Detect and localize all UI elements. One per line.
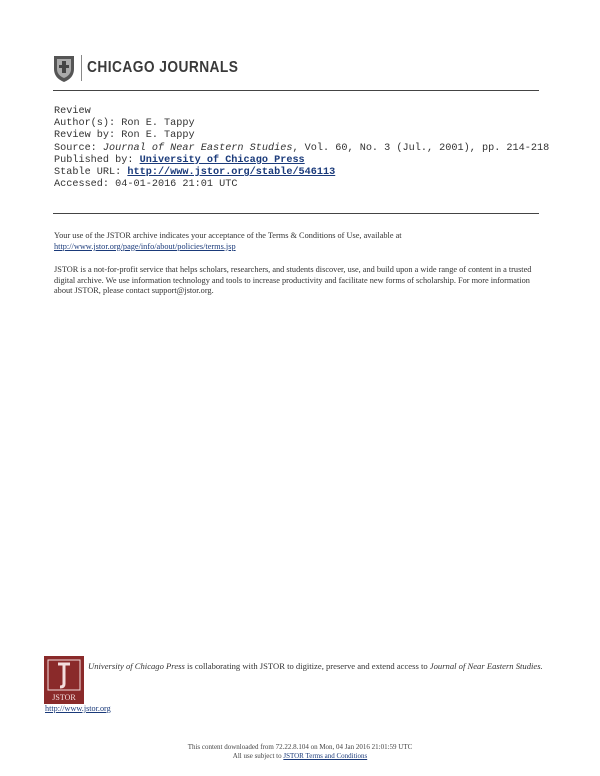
logo-text: CHICAGO JOURNALS xyxy=(87,59,239,76)
citation-published-by: Published by: University of Chicago Press xyxy=(54,154,305,166)
middle-rule xyxy=(53,213,539,214)
download-notice: This content downloaded from 72.22.8.104 on Mon, 04 Jan 2016 21:01:59 UTC xyxy=(187,743,413,751)
jstor-terms-link[interactable]: JSTOR Terms and Conditions xyxy=(283,752,368,760)
publisher-link[interactable]: University of Chicago Press xyxy=(139,154,305,166)
citation-title: Review xyxy=(54,106,91,117)
logo-divider xyxy=(81,55,82,81)
citation-block xyxy=(54,106,549,191)
top-rule xyxy=(53,90,539,91)
citation-stable-url: Stable URL: http://www.jstor.org/stable/546113 xyxy=(54,167,336,179)
chicago-journals-logo xyxy=(51,52,263,84)
citation-source: Source: Journal of Near Eastern Studies, Vol. 60, No. 3 (Jul., 2001), pp. 214-218 xyxy=(54,142,550,154)
jstor-logo-icon xyxy=(44,656,84,704)
citation-accessed: Accessed: 04-01-2016 21:01 UTC xyxy=(54,179,238,191)
terms-link[interactable]: http://www.jstor.org/page/info/about/policies/terms.jsp xyxy=(54,241,236,251)
about-paragraph: JSTOR is a not-for-profit service that helps scholars, researchers, and students discover, use, and build upon a wide range of content in a trusted digital archive. We use information technology and tools to increase productivity and facilitate new forms of scholarship. For more information about JSTOR, please contact support@jstor.org. xyxy=(54,265,532,296)
stable-url-link[interactable]: http://www.jstor.org/stable/546113 xyxy=(127,167,336,179)
terms-paragraph: Your use of the JSTOR archive indicates your acceptance of the Terms & Conditions of Use, available at http://www.jstor.org/page/info/about/policies/terms.jsp xyxy=(54,231,402,251)
footer-journal: Journal of Near Eastern Studies. xyxy=(429,661,543,671)
collaboration-text: University of Chicago Press is collaborating with JSTOR to digitize, preserve and extend access to Journal of Near Eastern Studies. xyxy=(88,661,543,671)
university-seal-icon xyxy=(51,53,77,83)
jstor-home-link[interactable]: http://www.jstor.org xyxy=(45,704,111,713)
jstor-logo-label: JSTOR xyxy=(52,693,76,702)
terms-notice: All use subject to JSTOR Terms and Conditions xyxy=(232,752,368,760)
footer-publisher: University of Chicago Press xyxy=(88,661,185,671)
citation-authors: Author(s): Ron E. Tappy xyxy=(54,118,195,130)
citation-review-by: Review by: Ron E. Tappy xyxy=(54,130,195,142)
jstor-logo xyxy=(44,656,84,704)
